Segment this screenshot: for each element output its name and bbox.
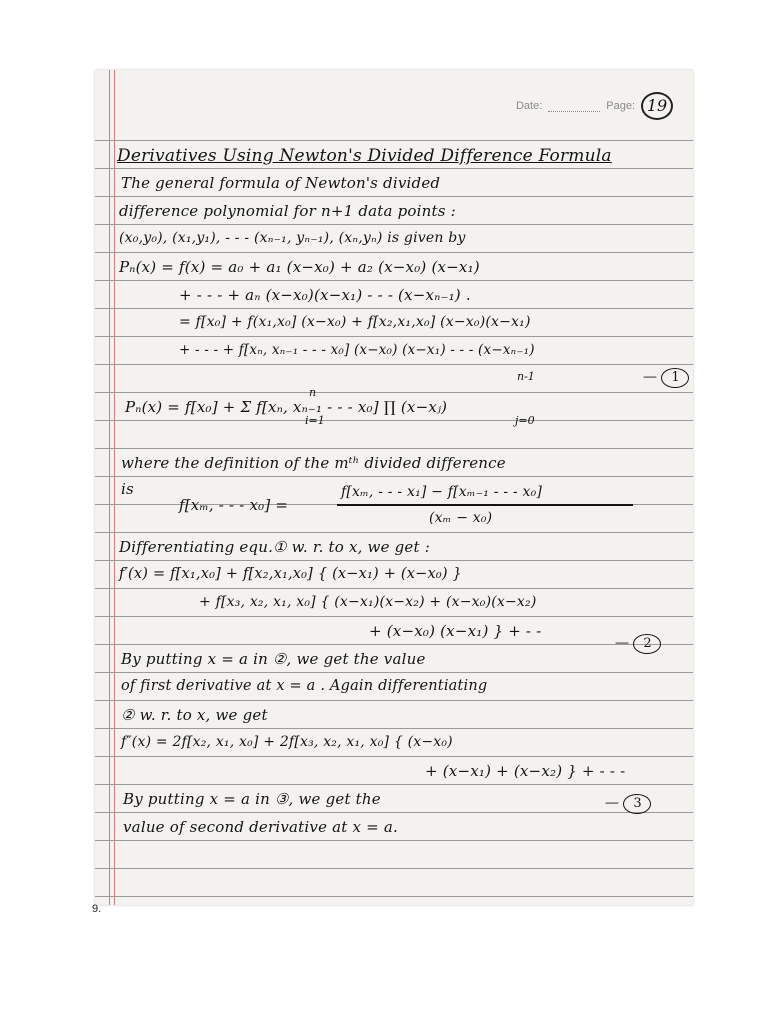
ruled-line (95, 728, 693, 729)
notebook-page (95, 70, 693, 905)
ruled-line (95, 896, 693, 897)
text-line: where the definition of the mᵗʰ divided difference (121, 454, 506, 472)
page-title: Derivatives Using Newton's Divided Difference Formula (117, 146, 612, 166)
equation-line: Pₙ(x) = f[x₀] + Σ f[xₙ, xₙ₋₁ - - - x₀] ∏ (x−xⱼ) (125, 398, 448, 416)
ruled-line (95, 420, 693, 421)
ruled-line (95, 812, 693, 813)
text-line: value of second derivative at x = a. (123, 818, 398, 836)
ruled-line (95, 840, 693, 841)
equation-line: + (x−x₁) + (x−x₂) } + - - - (425, 762, 626, 780)
sum-lower-limit: i=1 (305, 414, 325, 427)
fraction-lhs: f[xₘ, - - - x₀] = (179, 496, 289, 514)
text-line: ② w. r. to x, we get (121, 706, 268, 724)
ruled-line (95, 644, 693, 645)
sum-upper-limit: n (309, 386, 317, 399)
ruled-line (95, 336, 693, 337)
equation-line: = f[x₀] + f(x₁,x₀] (x−x₀) + f[x₂,x₁,x₀] (x−x₀)(x−x₁) (179, 314, 531, 330)
ruled-line (95, 168, 693, 169)
text-line: is (121, 480, 134, 498)
ruled-line (95, 700, 693, 701)
ruled-line (95, 224, 693, 225)
equation-line: f″(x) = 2f[x₂, x₁, x₀] + 2f[x₃, x₂, x₁, x₀] { (x−x₀) (121, 734, 453, 750)
ruled-line (95, 364, 693, 365)
footnote: 9. (92, 903, 102, 915)
ruled-line (95, 560, 693, 561)
date-blank (548, 101, 600, 112)
equation-line: Pₙ(x) = f(x) = a₀ + a₁ (x−x₀) + a₂ (x−x₀) (x−x₁) (119, 258, 480, 276)
fraction-numerator: f[xₘ, - - - x₁] − f[xₘ₋₁ - - - x₀] (341, 484, 543, 500)
product-lower-limit: j=0 (515, 414, 535, 427)
ruled-line (95, 392, 693, 393)
ruled-line (95, 532, 693, 533)
ruled-line (95, 868, 693, 869)
ruled-line (95, 448, 693, 449)
ruled-line (95, 196, 693, 197)
ruled-line (95, 140, 693, 141)
fraction-denominator: (xₘ − x₀) (429, 510, 493, 526)
ruled-line (95, 476, 693, 477)
text-line: difference polynomial for n+1 data points : (119, 202, 456, 220)
text-line: of first derivative at x = a . Again differentiating (121, 678, 488, 694)
text-line: (x₀,y₀), (x₁,y₁), - - - (xₙ₋₁, yₙ₋₁), (xₙ,yₙ) is given by (119, 230, 466, 246)
page-number: 19 (641, 92, 673, 120)
equation-label: — 2 (615, 634, 661, 654)
ruled-line (95, 672, 693, 673)
equation-line: f′(x) = f[x₁,x₀] + f[x₂,x₁,x₀] { (x−x₁) + (x−x₀) } (119, 566, 462, 582)
date-label: Date: (515, 100, 543, 112)
ruled-line (95, 252, 693, 253)
ruled-line (95, 588, 693, 589)
equation-line: + (x−x₀) (x−x₁) } + - - (369, 622, 542, 640)
equation-line: + f[x₃, x₂, x₁, x₀] { (x−x₁)(x−x₂) + (x−x₀)(x−x₂) (199, 594, 537, 610)
ruled-line (95, 784, 693, 785)
ruled-line (95, 308, 693, 309)
ruled-line (95, 756, 693, 757)
text-line: Differentiating equ.① w. r. to x, we get : (119, 538, 430, 556)
text-line: By putting x = a in ②, we get the value (121, 650, 426, 668)
ruled-line (95, 616, 693, 617)
fraction-bar (337, 504, 633, 506)
equation-label: — 1 (643, 368, 689, 388)
page-label: Page: (606, 100, 635, 112)
product-upper-limit: n-1 (517, 370, 535, 383)
ruled-line (95, 280, 693, 281)
text-line: The general formula of Newton's divided (121, 174, 441, 192)
equation-line: + - - - + aₙ (x−x₀)(x−x₁) - - - (x−xₙ₋₁) . (179, 286, 471, 304)
page-header (516, 92, 673, 120)
equation-label: — 3 (605, 794, 651, 814)
text-line: By putting x = a in ③, we get the (123, 790, 381, 808)
equation-line: + - - - + f[xₙ, xₙ₋₁ - - - x₀] (x−x₀) (x−x₁) - - - (x−xₙ₋₁) (179, 342, 535, 358)
